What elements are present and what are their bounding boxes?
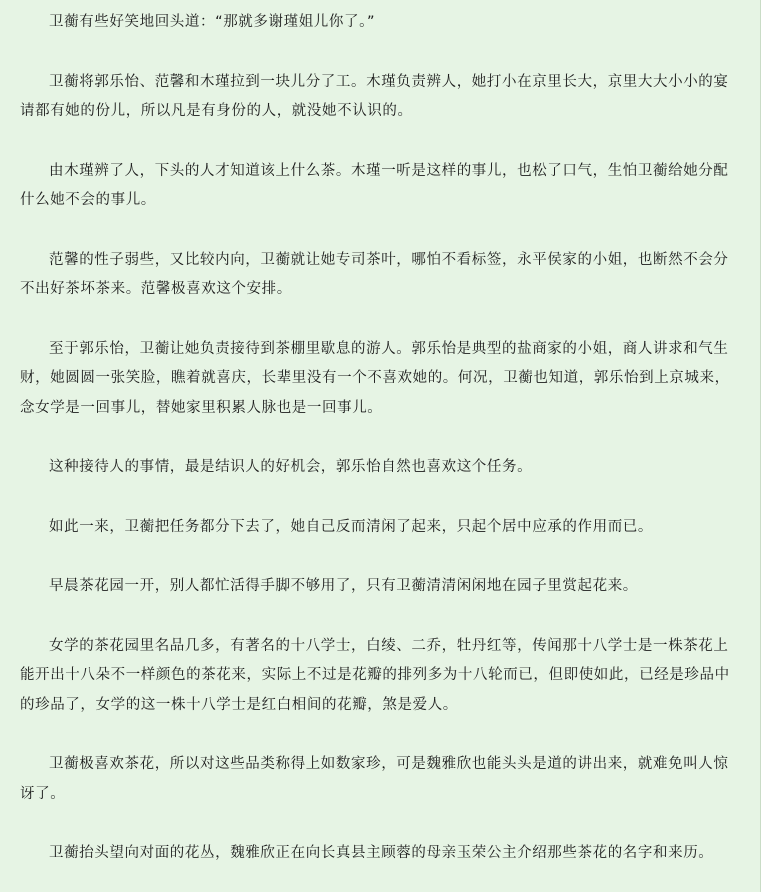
paragraph-6: 这种接待人的事情，最是结识人的好机会，郭乐怡自然也喜欢这个任务。: [49, 459, 533, 475]
paragraph-1: 卫蘅有些好笑地回头道：“那就多谢瑾姐儿你了。”: [49, 14, 376, 30]
paragraph-9: 女学的茶花园里名品几多，有著名的十八学士，白绫、二乔，牡丹红等，传闻那十八学士是一株茶花上能开出十八朵不一样颜色的茶花来，实际上不过是花瓣的排列多为十八轮而已，但即使如此，已经是珍品中的珍品了，女学的这一株十八学士是红白相间的花瓣，煞是爱人。: [20, 637, 730, 713]
paragraph-3: 由木瑾辨了人，下头的人才知道该上什么茶。木瑾一听是这样的事儿，也松了口气，生怕卫蘅给她分配什么她不会的事儿。: [20, 162, 729, 208]
paragraph-2: 卫蘅将郭乐怡、范馨和木瑾拉到一块儿分了工。木瑾负责辨人，她打小在京里长大，京里大大小小的宴请都有她的份儿，所以凡是有身份的人，就没她不认识的。: [20, 73, 729, 119]
paragraph-7: 如此一来，卫蘅把任务都分下去了，她自己反而清闲了起来，只起个居中应承的作用而已。: [49, 518, 653, 535]
paragraph-5: 至于郭乐怡，卫蘅让她负责接待到茶棚里歇息的游人。郭乐怡是典型的盐商家的小姐，商人讲求和气生财，她圆圆一张笑脸，瞧着就喜庆，长辈里没有一个不喜欢她的。何况，卫蘅也知道，郭乐怡到上京城来，念女学是一回事儿，替她家里积累人脉也是一回事儿。: [20, 340, 730, 416]
paragraph-10: 卫蘅极喜欢茶花，所以对这些品类称得上如数家珍，可是魏雅欣也能头头是道的讲出来，就难免叫人惊讶了。: [20, 756, 729, 802]
paragraph-8: 早晨茶花园一开，别人都忙活得手脚不够用了，只有卫蘅清清闲闲地在园子里赏起花来。: [49, 578, 638, 594]
paragraph-11: 卫蘅抬头望向对面的花丛，魏雅欣正在向长真县主顾蓉的母亲玉荣公主介绍那些茶花的名字和来历。: [49, 845, 714, 861]
paragraph-4: 范馨的性子弱些，又比较内向，卫蘅就让她专司茶叶，哪怕不看标签，永平侯家的小姐，也断然不会分不出好茶坏茶来。范馨极喜欢这个安排。: [20, 251, 729, 297]
